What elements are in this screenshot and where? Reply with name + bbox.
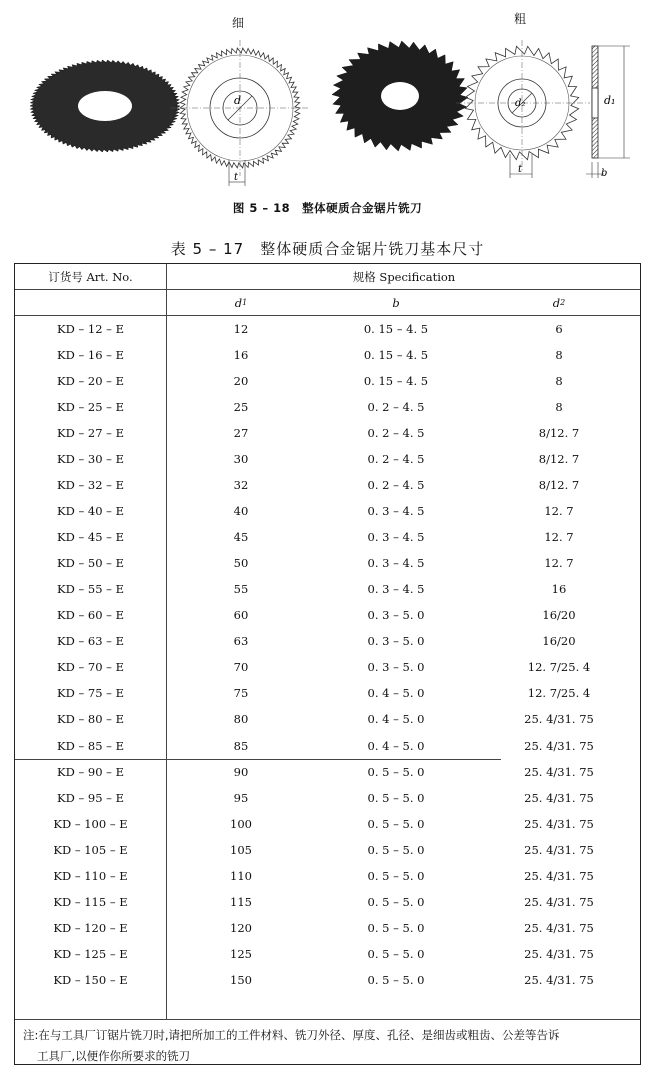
cell-d2: 8/12. 7 <box>538 426 580 441</box>
figure-caption: 图 5 – 18 整体硬质合金锯片铣刀 <box>232 201 423 215</box>
cell-b: 0. 4 – 5. 0 <box>367 712 425 727</box>
cell-d2: 8 <box>555 400 563 415</box>
cell-d1: 40 <box>233 504 249 519</box>
cell-art-no: KD – 115 – E <box>53 894 128 909</box>
cell-art-no: KD – 12 – E <box>57 322 124 337</box>
cell-d2: 16 <box>551 582 567 597</box>
cell-d1: 27 <box>233 426 249 441</box>
fine-cutter-photo <box>30 60 180 152</box>
table-row <box>15 498 640 524</box>
cell-d1: 25 <box>233 400 249 415</box>
cell-b: 0. 5 – 5. 0 <box>367 972 425 987</box>
cell-d2: 12. 7 <box>544 556 574 571</box>
cell-b: 0. 5 – 5. 0 <box>367 764 425 779</box>
cell-d1: 100 <box>230 816 252 831</box>
cell-d1: 75 <box>233 686 249 701</box>
table-row <box>15 680 640 706</box>
cell-d1: 120 <box>230 920 252 935</box>
table-row <box>15 550 640 576</box>
note-line-2: 工具厂,以便作你所要求的铣刀 <box>37 1049 191 1063</box>
figure-saw-cutters <box>0 0 655 190</box>
header-b: b <box>392 295 400 310</box>
cell-d2: 25. 4/31. 75 <box>524 764 594 779</box>
table-row <box>15 654 640 680</box>
cell-b: 0. 2 – 4. 5 <box>367 452 425 467</box>
table-row <box>15 733 640 759</box>
table-row <box>15 837 640 863</box>
cell-d1: 125 <box>230 946 252 961</box>
coarse-cutter-photo <box>332 41 468 151</box>
cell-d1: 63 <box>233 634 249 649</box>
table-row <box>15 394 640 420</box>
cell-b: 0. 3 – 5. 0 <box>367 608 425 623</box>
cell-b: 0. 15 – 4. 5 <box>363 348 429 363</box>
dim-t-coarse-label: t <box>518 164 523 175</box>
cell-b: 0. 2 – 4. 5 <box>367 400 425 415</box>
cell-art-no: KD – 63 – E <box>57 634 124 649</box>
cell-art-no: KD – 16 – E <box>57 348 124 363</box>
note-line-1: 注:在与工具厂订锯片铣刀时,请把所加工的工件材料、铣刀外径、厚度、孔径、是细齿或粗齿、公差等告诉 <box>23 1028 560 1042</box>
dim-d2-label: d₂ <box>515 98 526 109</box>
cell-art-no: KD – 70 – E <box>57 660 124 675</box>
cell-art-no: KD – 90 – E <box>57 764 124 779</box>
dimension-table <box>14 263 641 1065</box>
cell-art-no: KD – 105 – E <box>53 842 128 857</box>
cell-b: 0. 2 – 4. 5 <box>367 478 425 493</box>
cell-d1: 30 <box>233 452 249 467</box>
cell-b: 0. 5 – 5. 0 <box>367 868 425 883</box>
cell-d2: 8/12. 7 <box>538 478 580 493</box>
cell-d2: 25. 4/31. 75 <box>524 894 594 909</box>
table-row <box>15 863 640 889</box>
cell-art-no: KD – 60 – E <box>57 608 124 623</box>
cell-b: 0. 4 – 5. 0 <box>367 686 425 701</box>
table-row <box>15 446 640 472</box>
cell-d1: 85 <box>233 738 249 753</box>
table-row <box>15 785 640 811</box>
table-row <box>15 811 640 837</box>
header-d1: d 1 <box>234 295 248 310</box>
dim-b-label: b <box>601 168 608 179</box>
row-group-separator <box>15 759 501 760</box>
cell-art-no: KD – 120 – E <box>53 920 128 935</box>
cell-b: 0. 15 – 4. 5 <box>363 374 429 389</box>
cell-d2: 12. 7 <box>544 530 574 545</box>
cell-d2: 12. 7 <box>544 504 574 519</box>
cell-art-no: KD – 40 – E <box>57 504 124 519</box>
cell-art-no: KD – 125 – E <box>53 946 128 961</box>
cell-art-no: KD – 75 – E <box>57 686 124 701</box>
cell-d2: 6 <box>555 322 563 337</box>
table-row <box>15 941 640 967</box>
cell-d1: 90 <box>233 764 249 779</box>
cell-d1: 20 <box>233 374 249 389</box>
dim-d-label: d <box>234 94 242 107</box>
table-row <box>15 472 640 498</box>
table-header-row-2 <box>15 290 640 316</box>
cell-b: 0. 3 – 5. 0 <box>367 634 425 649</box>
table-row <box>15 316 640 342</box>
table-row <box>15 524 640 550</box>
cell-d2: 8/12. 7 <box>538 452 580 467</box>
cell-d1: 110 <box>230 868 252 883</box>
label-coarse-teeth: 粗 <box>514 12 527 26</box>
cell-d2: 25. 4/31. 75 <box>524 712 594 727</box>
cell-d1: 150 <box>230 972 252 987</box>
cell-d1: 16 <box>233 348 249 363</box>
cell-d2: 25. 4/31. 75 <box>524 790 594 805</box>
cell-d1: 115 <box>230 894 252 909</box>
header-art-no: 订货号 Art. No. <box>48 269 133 284</box>
cell-b: 0. 3 – 4. 5 <box>367 530 425 545</box>
cell-art-no: KD – 50 – E <box>57 556 124 571</box>
cell-b: 0. 3 – 4. 5 <box>367 504 425 519</box>
cell-art-no: KD – 150 – E <box>53 972 128 987</box>
table-header-row-1 <box>15 264 640 290</box>
cell-d2: 16/20 <box>542 608 576 623</box>
cell-art-no: KD – 20 – E <box>57 374 124 389</box>
table-row <box>15 889 640 915</box>
dim-t-fine-label: t <box>234 172 239 183</box>
table-row <box>15 759 640 785</box>
cell-b: 0. 4 – 5. 0 <box>367 738 425 753</box>
table-row <box>15 602 640 628</box>
header-d2: d 2 <box>552 295 566 310</box>
table-row <box>15 342 640 368</box>
cell-art-no: KD – 110 – E <box>53 868 128 883</box>
table-row <box>15 420 640 446</box>
cell-d2: 16/20 <box>542 634 576 649</box>
cell-d2: 25. 4/31. 75 <box>524 946 594 961</box>
cell-art-no: KD – 55 – E <box>57 582 124 597</box>
cell-art-no: KD – 25 – E <box>57 400 124 415</box>
cell-d2: 25. 4/31. 75 <box>524 868 594 883</box>
header-specification: 规格 Specification <box>352 269 456 284</box>
cell-b: 0. 5 – 5. 0 <box>367 816 425 831</box>
table-row <box>15 628 640 654</box>
cell-b: 0. 15 – 4. 5 <box>363 322 429 337</box>
table-title: 表 5 – 17 整体硬质合金锯片铣刀基本尺寸 <box>170 240 485 258</box>
cell-d1: 70 <box>233 660 249 675</box>
cell-d2: 12. 7/25. 4 <box>527 686 591 701</box>
cell-art-no: KD – 95 – E <box>57 790 124 805</box>
coarse-cutter-drawing <box>456 40 590 178</box>
cell-d1: 55 <box>233 582 249 597</box>
table-row <box>15 576 640 602</box>
table-body <box>15 316 640 1019</box>
cell-b: 0. 5 – 5. 0 <box>367 946 425 961</box>
cell-d1: 12 <box>233 322 249 337</box>
cell-d2: 25. 4/31. 75 <box>524 816 594 831</box>
cell-b: 0. 5 – 5. 0 <box>367 790 425 805</box>
cutter-side-section <box>586 46 630 179</box>
cell-d2: 8 <box>555 348 563 363</box>
cell-d2: 25. 4/31. 75 <box>524 972 594 987</box>
cell-d2: 25. 4/31. 75 <box>524 738 594 753</box>
cell-d1: 60 <box>233 608 249 623</box>
table-row <box>15 368 640 394</box>
cell-d1: 105 <box>230 842 252 857</box>
cell-b: 0. 3 – 4. 5 <box>367 582 425 597</box>
cell-d2: 8 <box>555 374 563 389</box>
cell-art-no: KD – 100 – E <box>53 816 128 831</box>
cell-d1: 95 <box>233 790 249 805</box>
cell-d1: 32 <box>233 478 249 493</box>
cell-b: 0. 5 – 5. 0 <box>367 842 425 857</box>
cell-d2: 25. 4/31. 75 <box>524 920 594 935</box>
cell-b: 0. 3 – 5. 0 <box>367 660 425 675</box>
cell-art-no: KD – 30 – E <box>57 452 124 467</box>
cutter-drawings <box>0 0 655 190</box>
cell-art-no: KD – 45 – E <box>57 530 124 545</box>
cell-d1: 80 <box>233 712 249 727</box>
cell-art-no: KD – 27 – E <box>57 426 124 441</box>
table-row <box>15 915 640 941</box>
cell-d2: 25. 4/31. 75 <box>524 842 594 857</box>
label-fine-teeth: 细 <box>232 16 245 30</box>
cell-art-no: KD – 80 – E <box>57 712 124 727</box>
cell-art-no: KD – 85 – E <box>57 738 124 753</box>
cell-art-no: KD – 32 – E <box>57 478 124 493</box>
table-row <box>15 967 640 993</box>
dim-d1-label: d₁ <box>604 94 616 107</box>
cell-b: 0. 2 – 4. 5 <box>367 426 425 441</box>
table-row <box>15 706 640 732</box>
table-note <box>15 1019 640 1066</box>
fine-cutter-drawing <box>170 40 310 186</box>
cell-b: 0. 5 – 5. 0 <box>367 894 425 909</box>
cell-b: 0. 3 – 4. 5 <box>367 556 425 571</box>
cell-d1: 45 <box>233 530 249 545</box>
cell-d2: 12. 7/25. 4 <box>527 660 591 675</box>
cell-d1: 50 <box>233 556 249 571</box>
cell-b: 0. 5 – 5. 0 <box>367 920 425 935</box>
